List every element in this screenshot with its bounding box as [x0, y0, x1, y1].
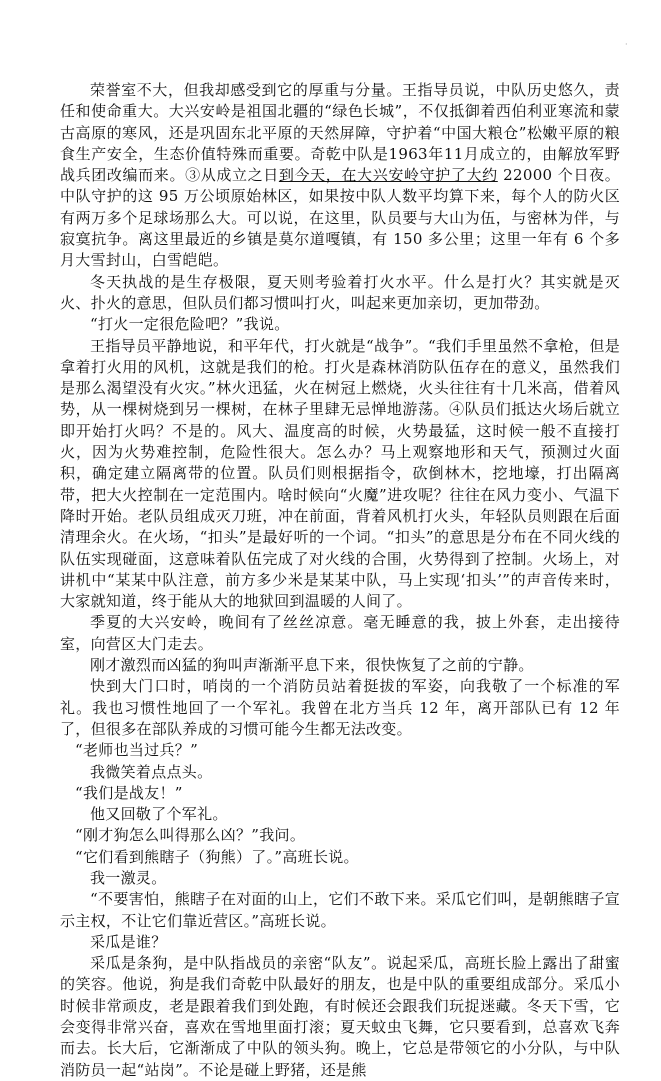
dialogue-line: “刚才狗怎么叫得那么凶？”我问。 — [75, 826, 306, 845]
paragraph-bear: “不要害怕，熊瞎子在对面的山上，它们不敢下来。采瓜它们叫，是朝熊瞎子宣示主权，不让它们靠近营区。”高班长说。 — [60, 890, 620, 930]
paragraph-caigua: 采瓜是条狗，是中队指战员的亲密“队友”。说起采瓜，高班长脸上露出了甜蜜的笑容。他说，狗是我们奇乾中队最好的朋友，也是中队的重要组成部分。采瓜小时候非常顽皮，老是跟着我们到处跑，有时候还会跟我们玩捉迷藏。冬天下雪，它会变得非常兴奋，喜欢在雪地里面打滚；夏天蚊虫飞舞，它只要看到，总喜欢飞奔而去。长大后，它渐渐成了中队的领头狗。晚上，它总是带领它的小分队，与中队消防员一起“站岗”。不论是碰上野猪，还是熊 — [60, 954, 620, 1079]
dialogue-line: “它们看到熊瞎子（狗熊）了。”高班长说。 — [75, 847, 359, 866]
paragraph-firefighting: 王指导员平静地说，和平年代，打火就是“战争”。“我们手里虽然不拿枪，但是拿着打火用的风机，这就是我们的枪。打火是森林消防队伍存在的意义，虽然我们是那么渴望没有火灾。”林火迅猛，火在树冠上燃烧，火头往往有十几米高，借着风势，从一棵树烧到另一棵树，在林子里肆无忌惮地游荡。④队员们抵达火场后就立即开始打火吗？不是的。风大、温度高的时候，火势最猛，这时候一般不直接打火，因为火势难控制，危险性很大。怎么办？马上观察地形和天气，预测过火面积，确定建立隔离带的位置。队员们则根据指令，砍倒林木，挖地壕，打出隔离带，把大火控制在一定范围内。啥时候向“火魔”进攻呢？往往在风力变小、气温下降时开始。老队员组成灭刀班，冲在前面，背着风机打火头，年轻队员则跟在后面清理余火。在火场，“扣头”是最好听的一个词。“扣头”的意思是分布在不同火线的队伍实现碰面，这意味着队伍完成了对火线的合围，火势得到了控制。火场上，对讲机中“某某中队注意，前方多少米是某某中队，马上实现‘扣头’”的声音传来时，大家就知道，终于能从大的地狱回到温暖的人间了。 — [60, 336, 620, 611]
dialogue-line: “老师也当过兵？” — [75, 741, 199, 760]
paragraph-winter-summer: 冬天执战的是生存极限，夏天则考验着打火水平。什么是打火？其实就是灭火、扑火的意思，但队员们都习惯叫打火，叫起来更加亲切，更加带劲。 — [60, 272, 620, 312]
dialogue-line: 我微笑着点点头。 — [90, 762, 213, 781]
paragraph-gate-salute: 快到大门口时，哨岗的一个消防员站着挺拔的军姿，向我敬了一个标准的军礼。我也习惯性地回了一个军礼。我曾在北方当兵 12 年，离开部队已有 12 年了，但很多在部队养成的习惯可能今生都无法改变。 — [60, 677, 620, 738]
underlined-sentence: 到今天，在大兴安岭守护了大约 — [278, 166, 498, 185]
corner-mark: · — [625, 40, 628, 49]
paragraph-summer-night: 季夏的大兴安岭，晚间有了丝丝凉意。毫无睡意的我，披上外套，走出接待室，向营区大门走去。 — [60, 613, 620, 653]
article-body — [60, 0, 620, 1081]
paragraph-honor-room-text-a: 荣誉室不大，但我却感受到它的厚重与分量。王指导员说，中队历史悠久，责任和使命重大。大兴安岭是祖国北疆的“绿色长城”，不仅抵御着西伯利亚寒流和蒙古高原的寒风，还是巩固东北平原的天然屏障，守护着“中国大粮仓”松嫩平原的粮食生产安全，生态价值特殊而重要。奇乾中队是1963年11月成立的，由解放军野战兵团改编而来。③从成立之日 — [60, 81, 620, 185]
dialogue-line: 他又回敬了个军礼。 — [90, 805, 228, 824]
paragraph-honor-room — [60, 80, 620, 272]
paragraph-who-is-caigua: 采瓜是谁？ — [90, 932, 167, 951]
paragraph-honor-room-text-b: 22000 个日夜。中队守护的这 95 万公顷原始林区，如果按中队人数平均算下来，每个人的防火区有两万多个足球场那么大。可以说，在这里，队员要与大山为伍，与密林为伴，与寂寞抗争。离这里最近的乡镇是莫尔道嘎镇，有 150 多公里；这里一年有 6 个多月大雪封山，白雪皑皑。 — [60, 166, 621, 270]
dialogue-line: 我一激灵。 — [90, 868, 167, 887]
paragraph-question: “打火一定很危险吧？”我说。 — [90, 315, 290, 334]
paragraph-dog-bark: 刚才激烈而凶猛的狗叫声渐渐平息下来，很快恢复了之前的宁静。 — [90, 656, 534, 675]
dialogue-line: “我们是战友！” — [75, 783, 183, 802]
